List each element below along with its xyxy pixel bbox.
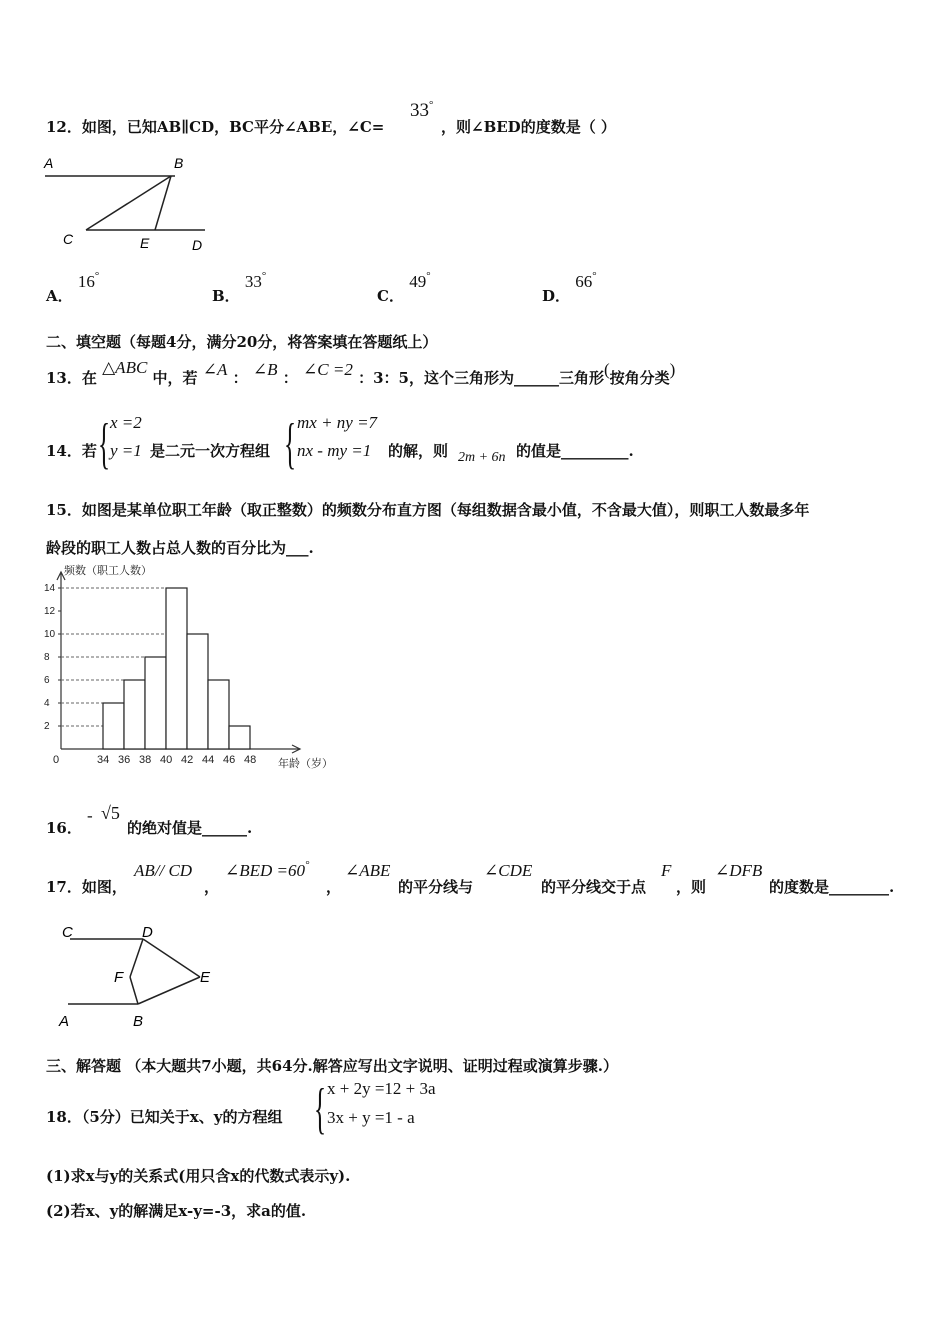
q17-point-a: A: [59, 1013, 70, 1030]
q17-t1: 的平分线与: [398, 878, 474, 896]
histogram-bar: [103, 703, 124, 749]
x-axis-title: 年龄（岁）: [278, 758, 333, 770]
q14-eq1: mx + ny =7: [297, 413, 378, 432]
q14-brace-1: {: [98, 413, 111, 475]
histogram-bar: [124, 680, 145, 749]
q17-bed: ∠BED =60°: [225, 859, 310, 880]
q12-stem: [46, 116, 384, 137]
q17-point-d: D: [142, 924, 153, 941]
y-axis-title: 频数（职工人数）: [64, 565, 152, 577]
q18-lead: 18．（5分）已知关于x、y的方程组: [46, 1108, 283, 1126]
q12-option-b: B． 33°: [212, 270, 267, 305]
q14-brace-2: {: [284, 413, 297, 475]
q16-neg: -: [87, 806, 93, 825]
y-tick-label: 10: [44, 629, 56, 640]
x-tick-label: 36: [118, 754, 131, 766]
q18-eq2: 3x + y =1 - a: [327, 1108, 415, 1127]
y-tick-label: 14: [44, 583, 56, 594]
q14-x-value: x =2: [110, 413, 142, 432]
x-tick-label: 38: [139, 754, 152, 766]
q14-end: 的值是_________.: [516, 442, 634, 460]
q12-option-c: C． 49°: [377, 270, 431, 305]
histogram-bar: [208, 680, 229, 749]
q17-t2: 的平分线交于点: [541, 878, 647, 896]
q17-cde: ∠CDE: [484, 861, 533, 880]
histogram-chart: [40, 560, 360, 775]
q17-f: F: [661, 861, 672, 880]
q15-line2: 龄段的职工人数占总人数的百分比为___.: [46, 539, 314, 557]
x-tick-label: 0: [53, 754, 60, 766]
y-tick-label: 6: [44, 675, 50, 686]
q14-lead: 14．若: [46, 442, 97, 460]
q12-option-d: D． 66°: [542, 270, 597, 305]
q12-angle: 33°: [410, 99, 434, 121]
q12-point-b: B: [174, 155, 184, 171]
x-tick-label: 42: [181, 754, 194, 766]
q18-brace: {: [314, 1078, 327, 1140]
q12-point-e: E: [140, 235, 150, 251]
q12-point-c: C: [63, 231, 74, 247]
histogram-bar: [166, 588, 187, 749]
q12-tail: ，则∠BED的度数是（ ）: [441, 118, 616, 136]
x-tick-label: 48: [244, 754, 257, 766]
q14-eq2: nx - my =1: [297, 441, 372, 460]
q17-dfb: ∠DFB: [715, 861, 763, 880]
section2-heading: 二、填空题（每题4分，满分20分，将答案填在答题纸上）: [46, 333, 438, 351]
histogram-bar: [145, 657, 166, 749]
q17-point-c: C: [62, 924, 73, 941]
q12-option-a: A． 16°: [46, 270, 100, 305]
q12-point-a: A: [44, 155, 54, 171]
q17-point-f: F: [114, 969, 124, 986]
x-tick-label: 44: [202, 754, 215, 766]
histogram-bar: [229, 726, 250, 749]
q17-lead: 17．如图，: [46, 878, 127, 896]
q16-lead: 16．: [46, 819, 82, 837]
q16-tail: 的绝对值是______.: [127, 819, 253, 837]
q17-figure: [50, 918, 230, 1033]
y-tick-label: 8: [44, 652, 50, 663]
q17-t4: 的度数是________.: [769, 878, 895, 896]
q17-abe: ∠ABE: [345, 861, 391, 880]
q12-point-d: D: [192, 237, 203, 253]
q16-sqrt: √5: [101, 803, 120, 823]
histogram-bar: [187, 634, 208, 749]
y-tick-label: 12: [44, 606, 56, 617]
q14-mid: 是二元一次方程组: [150, 442, 271, 460]
q12-figure: [40, 150, 220, 260]
q17-point-e: E: [200, 969, 211, 986]
q15-line1: 15．如图是某单位职工年龄（取正整数）的频数分布直方图（每组数据含最小值，不含最大值），则职工人数最多年: [46, 501, 810, 519]
q18-eq1: x + 2y =12 + 3a: [327, 1079, 436, 1098]
q13-stem: 13．在 △ABC 中，若 ∠A ： ∠B ： ∠C =2 ：3：5，这个三角形为______三角形(按角分类): [46, 358, 676, 387]
x-tick-label: 46: [223, 754, 236, 766]
q18-part1: (1)求x与y的关系式(用只含x的代数式表示y).: [46, 1167, 351, 1185]
q17-point-b: B: [133, 1013, 144, 1030]
x-tick-label: 40: [160, 754, 173, 766]
q12-text: 12．如图，已知AB∥CD，BC平分∠ABE，∠C=: [46, 118, 385, 136]
y-tick-label: 4: [44, 698, 50, 709]
q17-comma-2: ，: [326, 878, 342, 896]
y-tick-label: 2: [44, 721, 50, 732]
x-tick-label: 34: [97, 754, 110, 766]
section3-heading: 三、解答题 （本大题共7小题，共64分.解答应写出文字说明、证明过程或演算步骤.）: [46, 1057, 618, 1075]
q14-expr: 2m + 6n: [458, 450, 506, 465]
q17-comma-1: ，: [204, 878, 220, 896]
q14-tail: 的解，则: [388, 442, 449, 460]
q17-t3: ，则: [676, 878, 707, 896]
q17-ab-cd: AB// CD: [134, 861, 193, 880]
q14-y-value: y =1: [110, 441, 142, 460]
q18-part2: (2)若x、y的解满足x-y=-3，求a的值.: [46, 1202, 307, 1220]
